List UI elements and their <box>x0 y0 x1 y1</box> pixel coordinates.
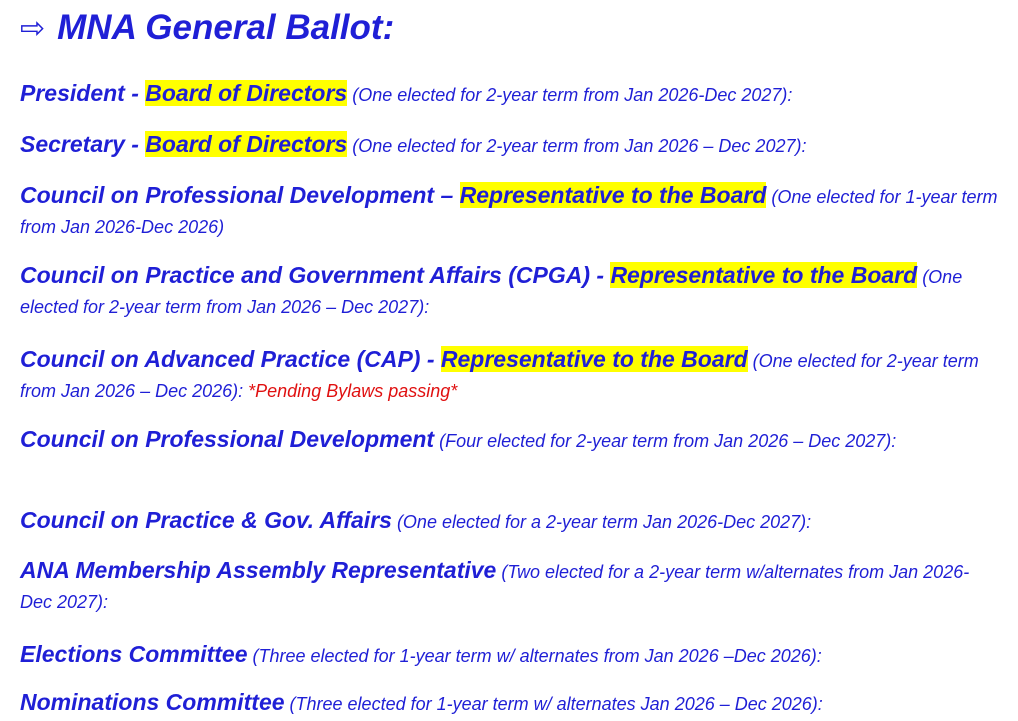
entry-title: ANA Membership Assembly Representative <box>20 557 497 583</box>
entry-title: Council on Advanced Practice (CAP) - <box>20 346 441 372</box>
entry-title: Council on Practice & Gov. Affairs <box>20 507 392 533</box>
entry-title: Council on Professional Development – <box>20 182 460 208</box>
entry-note: (One elected for 1-year term from Jan 2026-Dec 2026) <box>20 187 998 237</box>
page-title-text: MNA General Ballot: <box>57 8 395 47</box>
entry-highlight: Board of Directors <box>145 80 348 106</box>
ballot-entry-cap-rep <box>20 345 1000 407</box>
ballot-entry-ana-rep <box>20 556 1000 618</box>
entry-title: Nominations Committee <box>20 689 285 715</box>
ballot-entry-cpga <box>20 506 1000 538</box>
entry-highlight: Representative to the Board <box>440 346 748 372</box>
entry-note: (One elected for 2-year term from Jan 2026 – Dec 2027): <box>20 267 963 317</box>
entry-highlight: Board of Directors <box>145 131 348 157</box>
entry-note: (Three elected for 1-year term w/ alternates Jan 2026 – Dec 2026): <box>284 694 823 714</box>
entry-note: (Three elected for 1-year term w/ alternates from Jan 2026 –Dec 2026): <box>247 646 822 666</box>
entry-note: (Four elected for 2-year term from Jan 2026 – Dec 2027): <box>434 431 897 451</box>
entry-highlight: Representative to the Board <box>610 262 918 288</box>
entry-title: Council on Professional Development <box>20 426 435 452</box>
entry-title: Council on Practice and Government Affairs (CPGA) - <box>20 262 611 288</box>
entry-note: (One elected for 2-year term from Jan 2026 – Dec 2026): <box>20 351 979 401</box>
ballot-entry-secretary <box>20 130 1000 162</box>
ballot-entry-president <box>20 79 1000 111</box>
entry-note: (One elected for 2-year term from Jan 2026 – Dec 2027): <box>347 136 807 156</box>
entry-note: (One elected for a 2-year term Jan 2026-Dec 2027): <box>391 512 812 532</box>
ballot-entry-cpd <box>20 425 1000 457</box>
entry-title: Elections Committee <box>20 641 248 667</box>
ballot-entry-cpga-rep <box>20 261 1000 323</box>
entry-note: (One elected for 2-year term from Jan 2026-Dec 2027): <box>347 85 793 105</box>
entry-title: President - <box>20 80 146 106</box>
pending-notice: *Pending Bylaws passing* <box>248 381 458 401</box>
ballot-entry-cpd-rep <box>20 181 1000 243</box>
ballot-entry-nominations <box>20 688 1000 720</box>
ballot-entry-elections <box>20 640 1000 672</box>
page-title <box>20 8 394 48</box>
entry-note: (Two elected for a 2-year term w/alternates from Jan 2026-Dec 2027): <box>20 562 970 612</box>
entry-title: Secretary - <box>20 131 146 157</box>
entry-highlight: Representative to the Board <box>459 182 767 208</box>
arrow-right-icon: ⇨ <box>20 11 46 45</box>
